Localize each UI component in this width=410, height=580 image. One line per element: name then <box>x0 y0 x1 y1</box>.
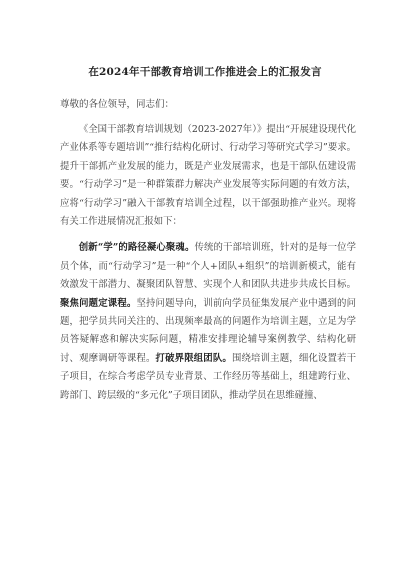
heading-focus-problems: 聚焦问题定课程。 <box>60 297 137 309</box>
text-break-boundaries: 围绕培训主题，细化设置若干子项目，在综合考虑学员专业背景、工作经历等基础上，组建跨行业、跨部门、跨层级的“多元化”子项目团队，推动学员在思维碰撞、 <box>60 352 356 401</box>
heading-innovate-learning: 创新“学”的路径凝心聚魂。 <box>78 242 195 254</box>
document-title: 在2024年干部教育培训工作推进会上的汇报发言 <box>88 66 322 78</box>
heading-break-boundaries: 打破界限组团队。 <box>155 352 232 364</box>
text-innovate-learning: 传统的干部培训班，针对的是每一位学员个体，而“行动学习”是一种“个人+团队+组织”的培训新模式，能有效激发干部潜力、凝聚团队智慧、实现个人和团队共进步共成长目标。 <box>60 242 356 291</box>
document-body <box>60 121 356 405</box>
salutation: 尊敬的各位领导，同志们： <box>60 99 175 110</box>
paragraph-progress <box>60 239 356 405</box>
paragraph-intro: 《全国干部教育培训规划（2023-2027年）》提出“开展建设现代化产业体系等专题培训”“推行结构化研讨、行动学习等研究式学习”要求。提升干部抓产业发展的能力，既是产业发展需求，也是干部队伍建设需要。“行动学习”是一种群策群力解决产业发展等实际问题的有效方法，应将“行动学习”融入干部教育培训全过程，以干部强助推产业兴。现将有关工作进展情况汇报如下： <box>60 124 356 228</box>
text-focus-problems: 坚持问题导向，训前向学员征集发展产业中遇到的问题，把学员共同关注的、出现频率最高的问题作为培训主题，立足为学员答疑解惑和解决实际问题，精准安排理论辅导案例教学、结构化研讨、观摩调研等课程。 <box>60 297 356 364</box>
